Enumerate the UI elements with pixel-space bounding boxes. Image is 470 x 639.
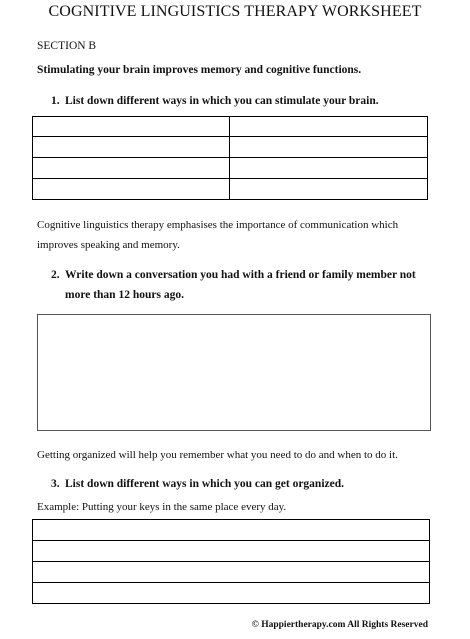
table-row bbox=[33, 179, 428, 200]
answer-cell[interactable] bbox=[33, 158, 230, 179]
question-2-number: 2. bbox=[51, 269, 60, 281]
question-1 bbox=[51, 95, 379, 107]
table-row bbox=[33, 583, 430, 604]
answer-cell[interactable] bbox=[33, 520, 430, 541]
answer-cell[interactable] bbox=[230, 179, 428, 200]
paragraph-communication-line-1: Cognitive linguistics therapy emphasises the importance of communication which bbox=[37, 219, 399, 231]
answer-table-1 bbox=[32, 116, 428, 200]
answer-cell[interactable] bbox=[33, 137, 230, 158]
intro-statement: Stimulating your brain improves memory and cognitive functions. bbox=[37, 64, 362, 76]
question-3-number: 3. bbox=[51, 478, 60, 490]
answer-cell[interactable] bbox=[33, 179, 230, 200]
table-row bbox=[33, 520, 430, 541]
question-2 bbox=[51, 269, 416, 281]
question-3-text: List down different ways in which you can get organized. bbox=[65, 478, 344, 490]
example-text: Example: Putting your keys in the same place every day. bbox=[37, 501, 287, 513]
copyright-footer: © Happiertherapy.com All Rights Reserved bbox=[251, 620, 428, 630]
answer-cell[interactable] bbox=[33, 541, 430, 562]
question-1-text: List down different ways in which you can stimulate your brain. bbox=[65, 95, 379, 107]
answer-cell[interactable] bbox=[33, 117, 230, 137]
table-row bbox=[33, 117, 428, 137]
paragraph-communication-line-2: improves speaking and memory. bbox=[37, 239, 180, 251]
table-row bbox=[33, 541, 430, 562]
worksheet-title: COGNITIVE LINGUISTICS THERAPY WORKSHEET bbox=[48, 3, 422, 20]
paragraph-organized: Getting organized will help you remember what you need to do and when to do it. bbox=[37, 449, 398, 461]
conversation-answer-box[interactable] bbox=[37, 314, 431, 431]
question-2-text-line-1: Write down a conversation you had with a friend or family member not bbox=[65, 269, 416, 281]
answer-cell[interactable] bbox=[230, 158, 428, 179]
question-2-text-line-2: more than 12 hours ago. bbox=[65, 289, 184, 301]
table-row bbox=[33, 158, 428, 179]
question-3 bbox=[51, 478, 344, 490]
answer-cell[interactable] bbox=[230, 137, 428, 158]
table-row bbox=[33, 562, 430, 583]
table-row bbox=[33, 137, 428, 158]
question-1-number: 1. bbox=[51, 95, 60, 107]
answer-cell[interactable] bbox=[33, 562, 430, 583]
answer-table-3 bbox=[32, 519, 430, 604]
answer-cell[interactable] bbox=[230, 117, 428, 137]
answer-cell[interactable] bbox=[33, 583, 430, 604]
section-label: SECTION B bbox=[37, 40, 97, 52]
